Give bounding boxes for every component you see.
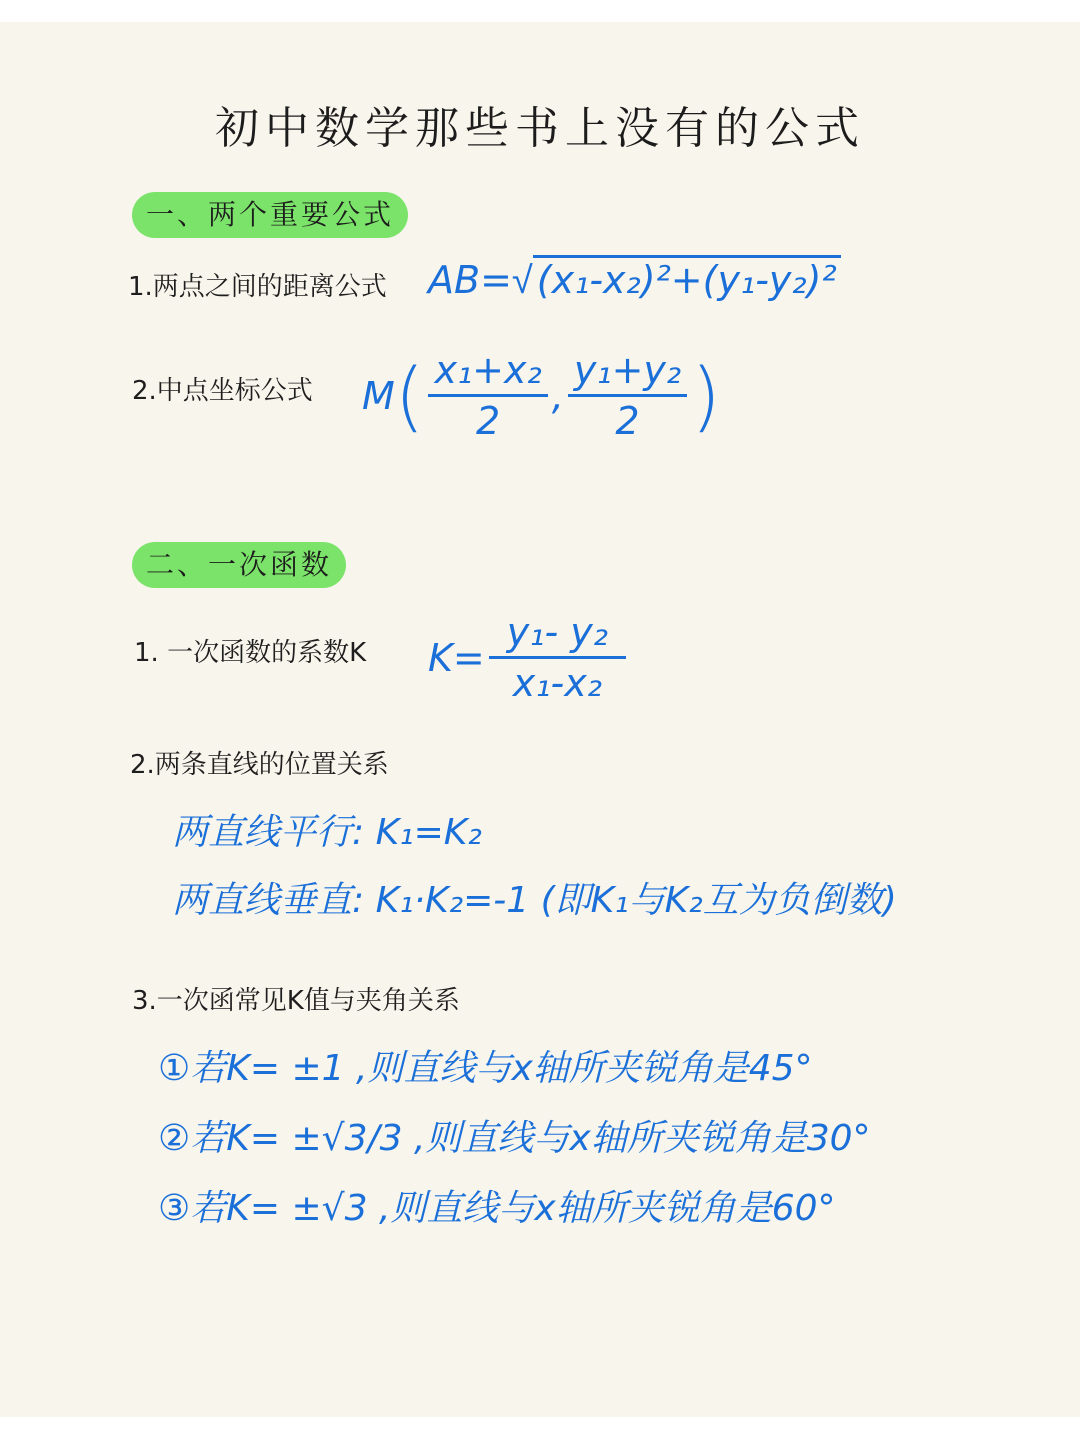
distance-formula-lhs: AB= xyxy=(428,258,512,302)
perpendicular-lines-rule: 两直线垂直: K₁·K₂=-1 (即K₁与K₂互为负倒数) xyxy=(172,880,897,921)
section-1-heading: 一、两个重要公式 xyxy=(132,192,408,238)
midpoint-formula xyxy=(362,348,721,443)
midpoint-close-paren: ) xyxy=(691,351,721,440)
k-angle-relation-label: 3.一次函常见K值与夹角关系 xyxy=(132,986,460,1016)
slope-formula-lhs: K= xyxy=(428,635,485,680)
slope-numerator: y₁- y₂ xyxy=(489,610,626,659)
distance-formula: AB=√ (x₁-x₂)²+(y₁-y₂)² xyxy=(428,258,841,303)
case-60-degrees: ③若K= ±√3 ,则直线与x轴所夹锐角是60° xyxy=(158,1188,836,1229)
case-45-degrees: ①若K= ±1 ,则直线与x轴所夹锐角是45° xyxy=(158,1048,813,1089)
case-30-degrees: ②若K= ±√3/3 ,则直线与x轴所夹锐角是30° xyxy=(158,1118,871,1159)
midpoint-M: M xyxy=(362,373,395,418)
parallel-lines-rule: 两直线平行: K₁=K₂ xyxy=(172,812,482,853)
section-2-heading: 二、一次函数 xyxy=(132,542,346,588)
midpoint-x-numerator: x₁+x₂ xyxy=(428,348,547,397)
midpoint-y-fraction xyxy=(568,348,687,443)
page-title: 初中数学那些书上没有的公式 xyxy=(215,103,865,154)
midpoint-y-denominator: 2 xyxy=(615,399,640,443)
slope-coefficient-label: 1. 一次函数的系数K xyxy=(134,638,367,668)
slope-formula xyxy=(428,610,630,705)
distance-formula-radicand: (x₁-x₂)²+(y₁-y₂)² xyxy=(533,255,841,302)
midpoint-open-paren: ( xyxy=(394,351,425,440)
line-position-label: 2.两条直线的位置关系 xyxy=(130,750,389,780)
midpoint-formula-label: 2.中点坐标公式 xyxy=(132,376,313,406)
midpoint-x-denominator: 2 xyxy=(476,399,501,443)
slope-fraction xyxy=(489,610,626,705)
midpoint-y-numerator: y₁+y₂ xyxy=(568,348,687,397)
slope-denominator: x₁-x₂ xyxy=(512,661,602,705)
midpoint-x-fraction xyxy=(428,348,547,443)
midpoint-comma: , xyxy=(551,373,564,418)
note-page xyxy=(0,22,1080,1417)
distance-formula-label: 1.两点之间的距离公式 xyxy=(128,272,387,302)
